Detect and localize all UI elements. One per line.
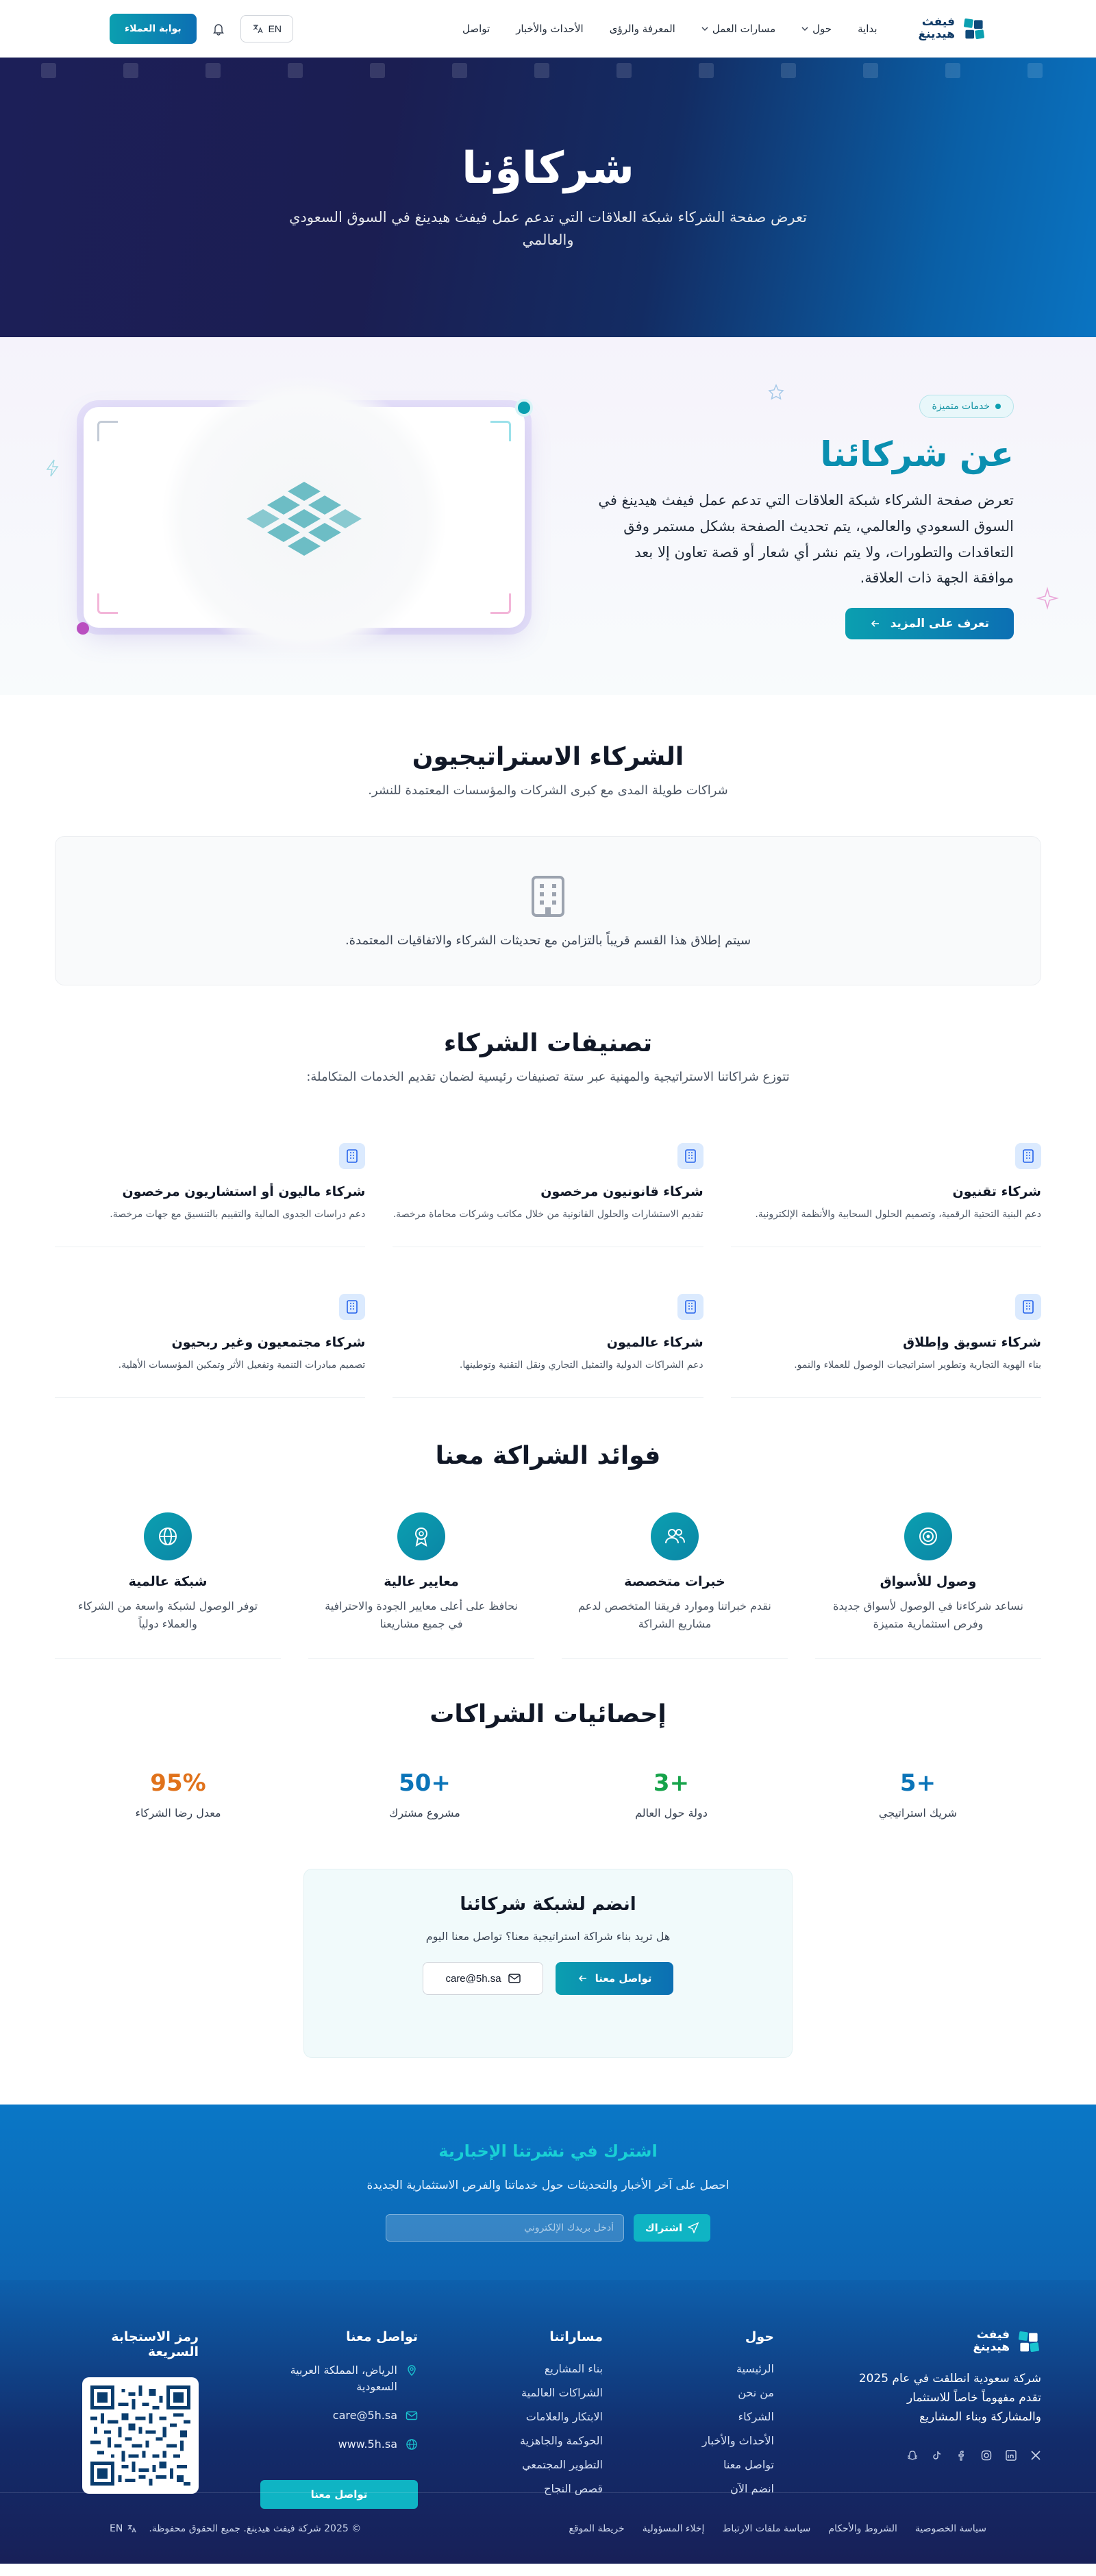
footer-paths-links (473, 2329, 603, 2509)
chevron-down-icon (701, 25, 708, 32)
nav-label: تواصل (462, 22, 490, 35)
badge-label: خدمات متميزة (932, 401, 990, 412)
footer-link[interactable]: تواصل معنا (723, 2458, 774, 2471)
stat-label: معدل رضا الشركاء (135, 1806, 221, 1819)
categories-subtitle: تتوزع شراكاتنا الاستراتيجية والمهنية عبر ستة تصنيفات رئيسية لضمان تقديم الخدمات المتكاملة: (306, 1070, 790, 1084)
services-badge (919, 395, 1014, 418)
building-icon (677, 1143, 703, 1169)
benefit-card (815, 1508, 1041, 1659)
stat-card (548, 1769, 795, 1819)
benefit-card (562, 1508, 788, 1659)
chevron-down-icon (801, 25, 808, 32)
stat-card (301, 1769, 548, 1819)
target-icon (904, 1512, 952, 1560)
about-section (0, 337, 1096, 695)
categories-grid (55, 1124, 1041, 1398)
about-text (589, 395, 1014, 639)
nav-label: مسارات العمل (712, 22, 776, 35)
email-button[interactable] (423, 1962, 543, 1995)
strategic-subtitle: شراكات طويلة المدى مع كبرى الشركات والمؤسسات المعتمدة للنشر. (368, 783, 728, 798)
category-card (731, 1275, 1041, 1398)
footer-about-text: شركة سعودية انطلقت في عام 2025 تقدم مفهوماً خاصاً للاستثمار والمشاركة وبناء المشاريع (858, 2372, 1041, 2425)
arrow-left-icon (577, 1973, 588, 1984)
building-icon (529, 874, 567, 918)
qr-code-image (90, 2385, 190, 2486)
brand-mark-icon (239, 476, 369, 559)
category-description: دعم البنية التحتية الرقمية، وتصميم الحلول السحابية والأنظمة الإلكترونية. (755, 1209, 1041, 1220)
category-card (393, 1275, 703, 1398)
footer-link[interactable]: قصص النجاح (544, 2482, 603, 2495)
globe-icon (144, 1512, 192, 1560)
benefit-name: معايير عالية (384, 1574, 459, 1589)
nav-item-contact[interactable] (462, 23, 490, 35)
hero-pattern (0, 58, 1096, 85)
learn-more-label: تعرف على المزيد (890, 617, 989, 631)
logo-line-1: فيفث (976, 2328, 1010, 2342)
footer-link[interactable]: من نحن (738, 2386, 774, 2399)
pink-dot (77, 622, 89, 635)
about-title: عن شركائنا (820, 434, 1014, 474)
frame-corner (490, 593, 511, 614)
join-actions (304, 1962, 792, 1995)
benefit-name: خبرات متخصصة (624, 1574, 725, 1589)
category-name: شركاء ماليون أو استشاريون مرخصون (122, 1184, 366, 1199)
facebook-icon[interactable] (956, 2450, 967, 2461)
legal-link-sitemap[interactable]: خريطة الموقع (569, 2523, 625, 2534)
category-name: شركاء قانونيون مرخصون (540, 1184, 703, 1199)
building-icon (339, 1294, 365, 1320)
statistics-grid (55, 1769, 1041, 1819)
footer-link[interactable]: بناء المشاريع (544, 2362, 603, 2375)
instagram-icon[interactable] (981, 2450, 992, 2461)
footer-bottom-bar (0, 2492, 1096, 2564)
benefit-description: نقدم خبراتنا وموارد فريقنا المتخصص لدعم مشاريع الشراكة (578, 1599, 771, 1631)
legal-links (569, 2523, 986, 2534)
bell-icon[interactable] (212, 22, 225, 36)
subscribe-button[interactable] (634, 2214, 710, 2242)
client-portal-button[interactable]: بوابة العملاء (110, 14, 197, 44)
nav-item-work-paths[interactable] (701, 23, 775, 35)
benefit-name: وصول للأسواق (880, 1574, 977, 1589)
footer-link[interactable]: انضم الآن (730, 2482, 774, 2495)
nav-label: بداية (858, 22, 877, 35)
frame-corner (97, 421, 118, 441)
footer-about-links (658, 2329, 774, 2509)
footer-link[interactable]: التطوير المجتمعي (522, 2458, 603, 2471)
benefit-description: نساعد شركاءنا في الوصول لأسواق جديدة وفرص استثمارية متميزة (833, 1599, 1023, 1631)
about-description: تعرض صفحة الشركاء شبكة العلاقات التي تدعم عمل فيفث هيدينغ في السوق السعودي والعالمي، يتم تحديث الصفحة بشكل مستمر وفق التعاقدات والتطورات، ولا يتم نشر أي شعار أو قصة تعاون إلا بعد موافقة الجهة ذات العلاقة. (598, 492, 1014, 587)
footer-logo[interactable] (856, 2329, 1041, 2354)
category-card (731, 1124, 1041, 1247)
category-description: دعم دراسات الجدوى المالية والتقييم بالتنسيق مع جهات مرخصة. (110, 1209, 366, 1220)
join-title: انضم لشبكة شركائنا (460, 1894, 636, 1915)
subscribe-label: اشتراك (645, 2222, 683, 2234)
header-tools (110, 14, 293, 44)
nav-label: الأحداث والأخبار (516, 22, 584, 35)
logo-text (973, 2329, 1010, 2354)
benefits-section (0, 1398, 1096, 1659)
footer-language-label: EN (110, 2523, 123, 2534)
footer-heading: حول (745, 2329, 774, 2344)
contact-us-label: تواصل معنا (595, 1972, 652, 1985)
stat-value: +50 (399, 1769, 451, 1797)
footer-link[interactable]: الأحداث والأخبار (701, 2434, 774, 2447)
category-name: شركاء تسويق وإطلاق (903, 1335, 1041, 1350)
category-card (55, 1124, 365, 1247)
badge-dot (995, 404, 1001, 409)
nav-item-home[interactable] (858, 23, 877, 35)
stat-label: شريك استراتيجي (878, 1806, 958, 1819)
globe-icon (406, 2438, 418, 2451)
category-name: شركاء مجتمعيون وغير ربحيون (171, 1335, 366, 1350)
logo-line-2: هيدينغ (918, 27, 955, 41)
website-text: www.5h.sa (338, 2438, 397, 2451)
frame-corner (97, 593, 118, 614)
newsletter-email-input[interactable] (386, 2214, 624, 2242)
translate-icon (127, 2524, 136, 2534)
footer-contact-button[interactable]: تواصل معنا (260, 2480, 418, 2509)
language-label: EN (268, 23, 282, 34)
legal-link-cookies[interactable]: سياسة ملفات الارتباط (722, 2523, 811, 2534)
footer-contact-column (260, 2329, 418, 2509)
logo-line-1: فيفث (921, 14, 955, 29)
main-nav (293, 23, 877, 35)
footer-website[interactable] (260, 2436, 418, 2453)
footer-address (260, 2362, 418, 2395)
categories-title: تصنيفات الشركاء (443, 1029, 653, 1057)
category-description: بناء الهوية التجارية وتطوير استراتيجيات الوصول للعملاء والنمو. (794, 1360, 1041, 1371)
benefit-description: توفر الوصول لشبكة واسعة من الشركاء والعملاء دولياً (77, 1599, 258, 1631)
partner-categories-section (0, 985, 1096, 1398)
building-icon (1015, 1143, 1041, 1169)
join-subtitle: هل تريد بناء شراكة استراتيجية معنا؟ تواصل معنا اليوم (425, 1930, 671, 1943)
snapchat-icon[interactable] (907, 2450, 918, 2461)
benefits-grid (55, 1508, 1041, 1659)
teal-dot (515, 399, 533, 417)
mail-icon (508, 1974, 521, 1983)
nav-item-events[interactable] (516, 23, 584, 35)
address-text: الرياض، المملكة العربية السعودية (290, 2364, 397, 2393)
frame-corner (490, 421, 511, 441)
logo-text (919, 16, 955, 41)
newsletter-section (0, 2105, 1096, 2280)
stat-value: 95% (150, 1769, 206, 1797)
benefit-card (55, 1508, 281, 1659)
category-card (393, 1124, 703, 1247)
hero-title: شركاؤنا (462, 143, 634, 195)
site-header (0, 0, 1096, 58)
email-text: care@5h.sa (332, 2409, 397, 2422)
coming-soon-box (55, 836, 1041, 985)
nav-item-knowledge[interactable] (610, 23, 675, 35)
qr-code (82, 2377, 199, 2494)
users-icon (651, 1512, 699, 1560)
hero-subtitle: تعرض صفحة الشركاء شبكة العلاقات التي تدعم عمل فيفث هيدينغ في السوق السعودي والعالمي (289, 209, 807, 248)
logo-line-2: هيدينغ (973, 2340, 1010, 2354)
contact-us-button[interactable] (556, 1962, 673, 1995)
benefit-name: شبكة عالمية (128, 1574, 208, 1589)
statistics-title: إحصائيات الشراكات (429, 1700, 667, 1728)
email-label: care@5h.sa (445, 1972, 501, 1985)
stat-value: +3 (653, 1769, 690, 1797)
category-name: شركاء عالميون (606, 1335, 703, 1350)
newsletter-subtitle: احصل على آخر الأخبار والتحديثات حول خدماتنا والفرص الاستثمارية الجديدة (366, 2179, 730, 2192)
building-icon (1015, 1294, 1041, 1320)
coming-soon-text: سيتم إطلاق هذا القسم قريباً بالتزامن مع تحديثات الشركاء والاتفاقيات المعتمدة. (345, 933, 751, 948)
award-icon (397, 1512, 445, 1560)
strategic-title: الشركاء الاستراتيجيون (412, 743, 684, 771)
language-toggle-button[interactable] (240, 15, 293, 42)
hero (0, 58, 1096, 337)
strategic-partners-section (0, 695, 1096, 985)
social-links (856, 2450, 1041, 2461)
statistics-section (0, 1659, 1096, 1819)
copyright-text: © 2025 شركة فيفث هيدينغ. جميع الحقوق محفوظة. (149, 2523, 362, 2534)
footer-columns (55, 2280, 1041, 2509)
footer-link[interactable]: الابتكار والعلامات (525, 2410, 603, 2423)
tiktok-icon[interactable] (932, 2450, 943, 2461)
stat-value: +5 (899, 1769, 936, 1797)
stat-card (795, 1769, 1041, 1819)
site-footer (0, 2280, 1096, 2564)
newsletter-form (0, 2214, 1096, 2242)
x-twitter-icon[interactable] (1030, 2450, 1041, 2461)
footer-heading: رمز الاستجابة السريعة (111, 2329, 199, 2359)
benefit-description: نحافظ على أعلى معايير الجودة والاحترافية في جميع مشاريعنا (325, 1599, 518, 1631)
building-icon (339, 1143, 365, 1169)
footer-link[interactable]: الرئيسية (736, 2362, 774, 2375)
legal-link-privacy[interactable]: سياسة الخصوصية (914, 2523, 986, 2534)
learn-more-button[interactable] (845, 608, 1014, 639)
mail-icon (406, 2409, 418, 2422)
category-description: دعم الشراكات الدولية والتمثيل التجاري ونقل التقنية وتوطينها. (459, 1360, 703, 1371)
logo-mark-icon (1017, 2329, 1041, 2354)
map-pin-icon (406, 2364, 418, 2377)
footer-heading: تواصل معنا (346, 2329, 418, 2344)
about-image-card (84, 407, 525, 628)
join-network-card (303, 1869, 793, 2058)
building-icon (677, 1294, 703, 1320)
benefit-card (308, 1508, 534, 1659)
logo-mark-icon (962, 16, 986, 41)
category-card (55, 1275, 365, 1398)
footer-link[interactable]: الشراكات العالمية (521, 2386, 603, 2399)
stat-card (55, 1769, 301, 1819)
category-description: تقديم الاستشارات والحلول القانونية من خلال مكاتب وشركات محاماة مرخصة. (393, 1209, 703, 1220)
footer-qr-column (68, 2329, 199, 2509)
legal-link-disclaimer[interactable]: إخلاء المسؤولية (642, 2523, 705, 2534)
lightning-icon (42, 458, 63, 478)
linkedin-icon[interactable] (1006, 2450, 1017, 2461)
nav-label: حول (812, 22, 832, 35)
legal-link-terms[interactable]: الشروط والأحكام (828, 2523, 897, 2534)
sparkle-icon (1036, 587, 1059, 610)
copyright-area (110, 2523, 361, 2534)
footer-heading: مساراتنا (549, 2329, 603, 2344)
category-name: شركاء تقنيون (952, 1184, 1041, 1199)
newsletter-title: اشترك في نشرتنا الإخبارية (438, 2142, 658, 2161)
footer-link[interactable]: الشركاء (738, 2410, 774, 2423)
category-description: تصميم مبادرات التنمية وتفعيل الأثر وتمكين المؤسسات الأهلية. (118, 1360, 366, 1371)
stat-label: مشروع مشترك (389, 1806, 460, 1819)
footer-email[interactable] (260, 2407, 418, 2424)
stat-label: دولة حول العالم (635, 1806, 708, 1819)
send-icon (688, 2222, 699, 2233)
translate-icon (252, 23, 263, 34)
footer-link[interactable]: الحوكمة والجاهزية (520, 2434, 603, 2447)
nav-label: المعرفة والرؤى (609, 22, 675, 35)
logo[interactable] (919, 16, 986, 41)
footer-language-toggle[interactable] (110, 2523, 136, 2534)
arrow-left-icon (870, 618, 881, 629)
footer-about-column (856, 2329, 1041, 2509)
nav-item-about[interactable] (801, 23, 832, 35)
benefits-title: فوائد الشراكة معنا (435, 1442, 661, 1470)
